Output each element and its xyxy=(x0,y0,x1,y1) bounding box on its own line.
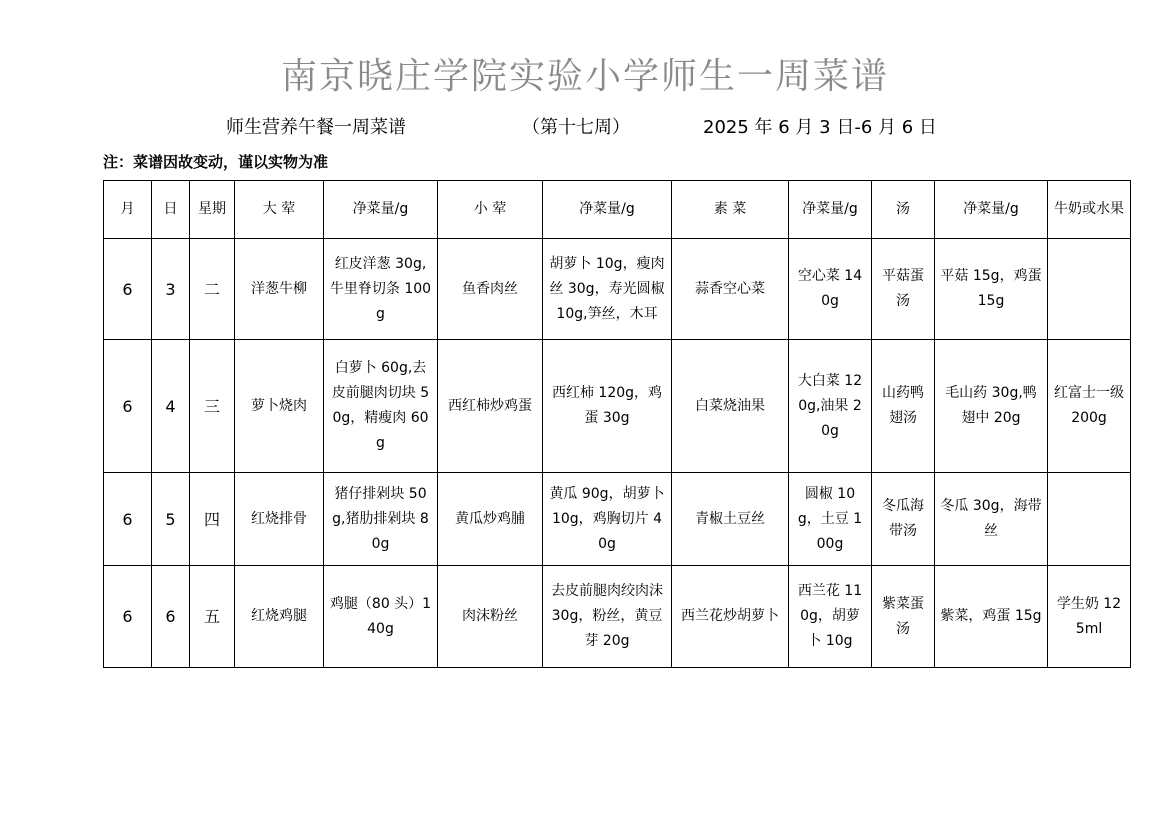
page-title: 南京晓庄学院实验小学师生一周菜谱 xyxy=(280,56,889,97)
table-row xyxy=(104,239,1131,340)
cell-soup: 紫菜蛋汤 xyxy=(872,566,935,668)
cell-main-meat-amount: 鸡腿（80 头）140g xyxy=(324,566,438,668)
table-row xyxy=(104,566,1131,668)
cell-milk-fruit: 红富士一级 200g xyxy=(1048,340,1131,473)
cell-month: 6 xyxy=(104,239,152,340)
cell-vegetable-amount: 大白菜 120g,油果 20g xyxy=(789,340,872,473)
cell-weekday: 五 xyxy=(190,566,235,668)
subtitle-name: 师生营养午餐一周菜谱 xyxy=(226,117,406,138)
cell-side-meat-amount: 胡萝卜 10g，瘦肉丝 30g，寿光圆椒 10g,笋丝，木耳 xyxy=(543,239,672,340)
header-milk-fruit: 牛奶或水果 xyxy=(1048,181,1131,239)
cell-vegetable: 西兰花炒胡萝卜 xyxy=(672,566,789,668)
table-row xyxy=(104,473,1131,566)
cell-main-meat: 萝卜烧肉 xyxy=(235,340,324,473)
cell-day: 4 xyxy=(152,340,190,473)
cell-weekday: 二 xyxy=(190,239,235,340)
table-row xyxy=(104,340,1131,473)
cell-milk-fruit: 学生奶 125ml xyxy=(1048,566,1131,668)
header-vegetable: 素 菜 xyxy=(672,181,789,239)
cell-main-meat: 红烧鸡腿 xyxy=(235,566,324,668)
cell-main-meat: 红烧排骨 xyxy=(235,473,324,566)
header-soup-amount: 净菜量/g xyxy=(935,181,1048,239)
cell-vegetable: 青椒土豆丝 xyxy=(672,473,789,566)
cell-milk-fruit xyxy=(1048,473,1131,566)
header-weekday: 星期 xyxy=(190,181,235,239)
cell-vegetable: 白菜烧油果 xyxy=(672,340,789,473)
cell-soup-amount: 毛山药 30g,鸭翅中 20g xyxy=(935,340,1048,473)
subtitle-week: （第十七周） xyxy=(522,117,630,138)
cell-soup-amount: 冬瓜 30g，海带丝 xyxy=(935,473,1048,566)
cell-month: 6 xyxy=(104,340,152,473)
header-main-meat-amount: 净菜量/g xyxy=(324,181,438,239)
subtitle-dates: 2025 年 6 月 3 日-6 月 6 日 xyxy=(703,117,937,138)
table-header-row xyxy=(104,181,1131,239)
cell-day: 5 xyxy=(152,473,190,566)
cell-side-meat-amount: 西红柿 120g，鸡蛋 30g xyxy=(543,340,672,473)
cell-soup: 山药鸭翅汤 xyxy=(872,340,935,473)
cell-vegetable: 蒜香空心菜 xyxy=(672,239,789,340)
header-vegetable-amount: 净菜量/g xyxy=(789,181,872,239)
cell-side-meat: 西红柿炒鸡蛋 xyxy=(438,340,543,473)
cell-month: 6 xyxy=(104,473,152,566)
cell-day: 6 xyxy=(152,566,190,668)
cell-vegetable-amount: 圆椒 10g，土豆 100g xyxy=(789,473,872,566)
header-side-meat-amount: 净菜量/g xyxy=(543,181,672,239)
cell-main-meat-amount: 猪仔排剁块 50g,猪肋排剁块 80g xyxy=(324,473,438,566)
header-month: 月 xyxy=(104,181,152,239)
cell-soup-amount: 平菇 15g，鸡蛋 15g xyxy=(935,239,1048,340)
header-main-meat: 大 荤 xyxy=(235,181,324,239)
header-day: 日 xyxy=(152,181,190,239)
cell-weekday: 四 xyxy=(190,473,235,566)
cell-side-meat-amount: 去皮前腿肉绞肉沫 30g，粉丝，黄豆芽 20g xyxy=(543,566,672,668)
cell-vegetable-amount: 空心菜 140g xyxy=(789,239,872,340)
cell-side-meat: 黄瓜炒鸡脯 xyxy=(438,473,543,566)
header-side-meat: 小 荤 xyxy=(438,181,543,239)
cell-side-meat: 鱼香肉丝 xyxy=(438,239,543,340)
cell-day: 3 xyxy=(152,239,190,340)
cell-vegetable-amount: 西兰花 110g，胡萝卜 10g xyxy=(789,566,872,668)
cell-milk-fruit xyxy=(1048,239,1131,340)
cell-soup: 冬瓜海带汤 xyxy=(872,473,935,566)
menu-note: 注：菜谱因故变动，谨以实物为准 xyxy=(103,153,329,171)
cell-soup: 平菇蛋汤 xyxy=(872,239,935,340)
cell-side-meat-amount: 黄瓜 90g，胡萝卜 10g，鸡胸切片 40g xyxy=(543,473,672,566)
header-soup: 汤 xyxy=(872,181,935,239)
cell-side-meat: 肉沫粉丝 xyxy=(438,566,543,668)
cell-main-meat-amount: 红皮洋葱 30g,牛里脊切条 100g xyxy=(324,239,438,340)
cell-month: 6 xyxy=(104,566,152,668)
cell-main-meat-amount: 白萝卜 60g,去皮前腿肉切块 50g，精瘦肉 60g xyxy=(324,340,438,473)
weekly-menu-table xyxy=(103,180,1131,668)
cell-soup-amount: 紫菜，鸡蛋 15g xyxy=(935,566,1048,668)
cell-weekday: 三 xyxy=(190,340,235,473)
cell-main-meat: 洋葱牛柳 xyxy=(235,239,324,340)
